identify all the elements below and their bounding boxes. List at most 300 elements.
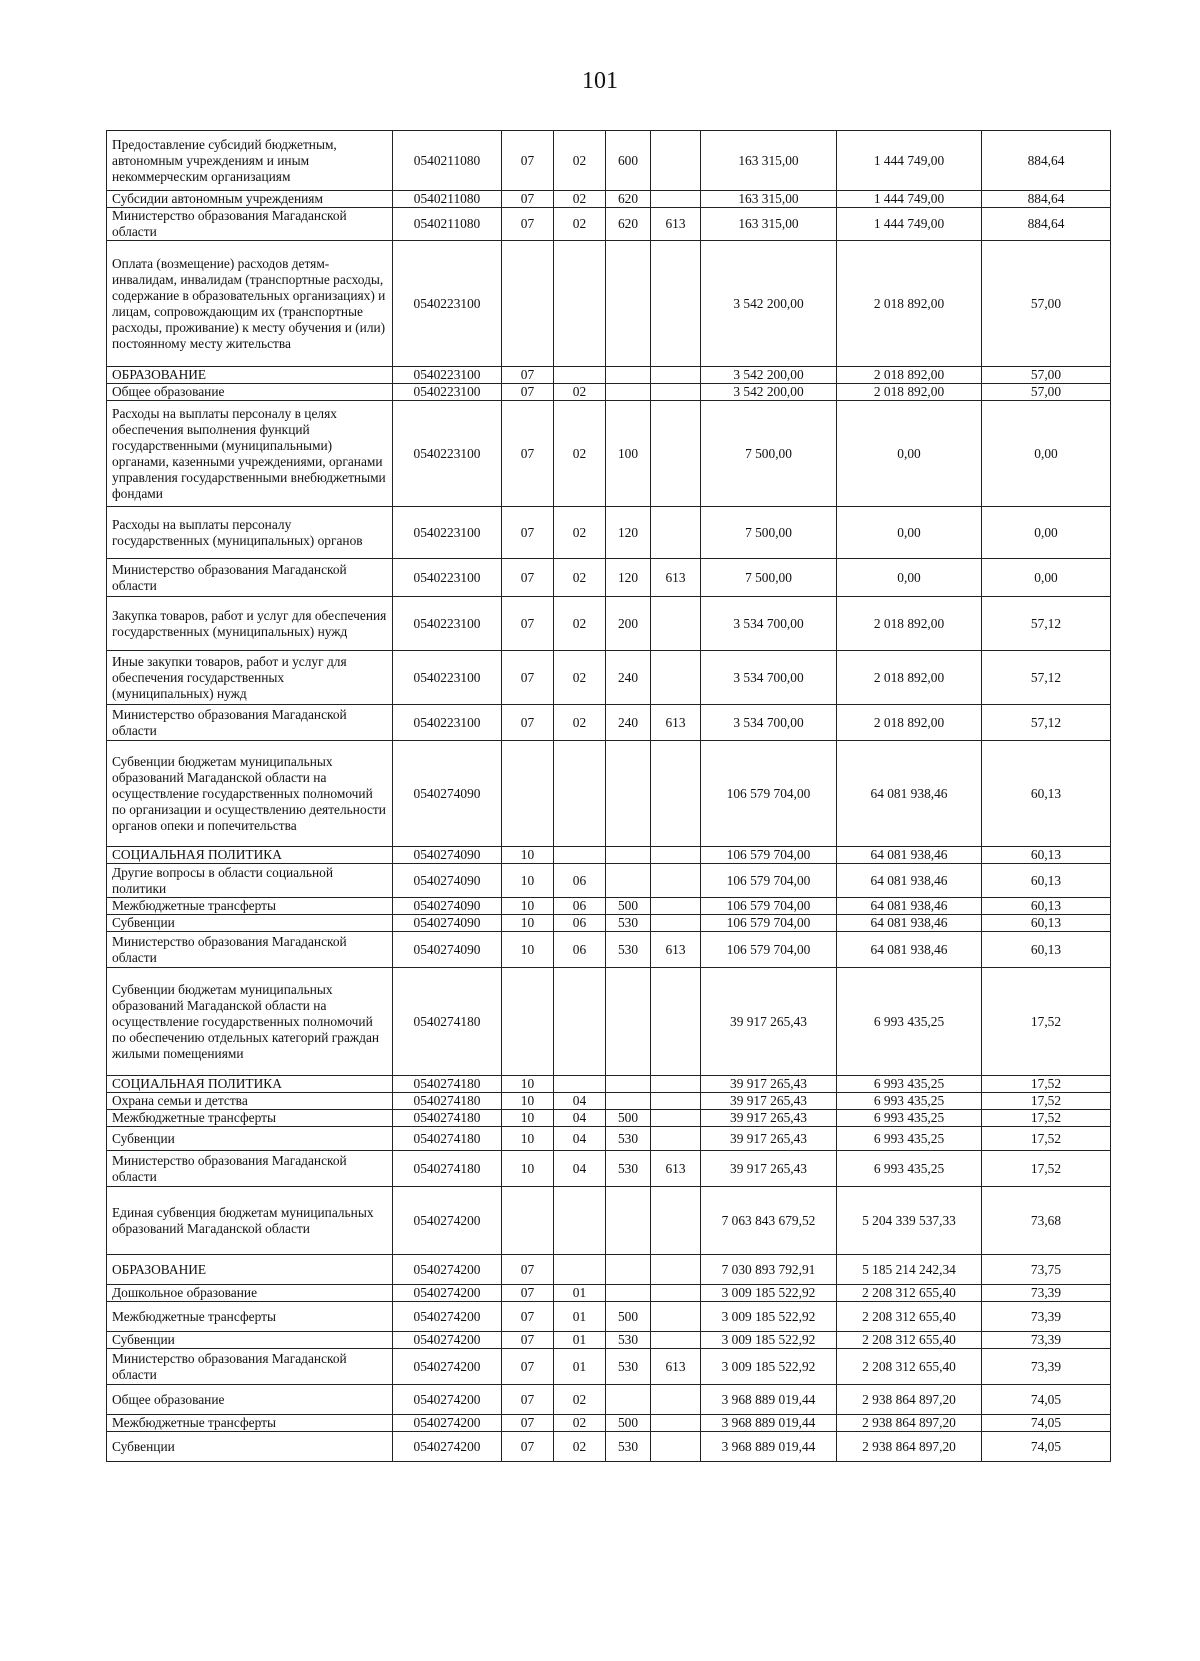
- table-row: [107, 241, 1111, 367]
- row-pr: 02: [554, 597, 606, 651]
- row-pct: 0,00: [982, 507, 1111, 559]
- row-code: 0540274200: [393, 1349, 502, 1385]
- row-grbs: [651, 597, 701, 651]
- row-name: Субсидии автономным учреждениям: [107, 191, 393, 208]
- table-row: [107, 1255, 1111, 1285]
- row-rz: 07: [502, 1255, 554, 1285]
- row-name: Субвенции бюджетам муниципальных образований Магаданской области на осуществление государственных полномочий по организации и осуществлению деятельности органов опеки и попечительства: [107, 741, 393, 847]
- row-code: 0540223100: [393, 241, 502, 367]
- row-name: Общее образование: [107, 384, 393, 401]
- row-plan: 163 315,00: [701, 208, 837, 241]
- row-grbs: [651, 384, 701, 401]
- row-fact: 1 444 749,00: [837, 191, 982, 208]
- row-vr: 500: [606, 1302, 651, 1332]
- table-row: [107, 968, 1111, 1076]
- row-rz: 07: [502, 1332, 554, 1349]
- row-pct: 73,68: [982, 1187, 1111, 1255]
- row-pr: 01: [554, 1302, 606, 1332]
- row-name: Министерство образования Магаданской области: [107, 1349, 393, 1385]
- row-vr: [606, 741, 651, 847]
- row-pct: 17,52: [982, 968, 1111, 1076]
- row-pr: 06: [554, 932, 606, 968]
- row-name: Оплата (возмещение) расходов детям-инвалидам, инвалидам (транспортные расходы, содержание в образовательных организациях) и лицам, сопровождающим их (транспортные расходы, проживание) к месту обучения и (или) постоянному месту жительства: [107, 241, 393, 367]
- row-pr: 04: [554, 1093, 606, 1110]
- row-name: Предоставление субсидий бюджетным, автономным учреждениям и иным некоммерческим организациям: [107, 131, 393, 191]
- row-vr: 530: [606, 915, 651, 932]
- row-pr: 02: [554, 191, 606, 208]
- row-pr: 02: [554, 507, 606, 559]
- table-row: [107, 932, 1111, 968]
- row-pct: 74,05: [982, 1385, 1111, 1415]
- row-code: 0540223100: [393, 559, 502, 597]
- table-row: [107, 1187, 1111, 1255]
- row-plan: 163 315,00: [701, 191, 837, 208]
- table-row: [107, 915, 1111, 932]
- row-rz: 07: [502, 507, 554, 559]
- row-vr: 620: [606, 208, 651, 241]
- row-pct: 57,12: [982, 705, 1111, 741]
- row-rz: [502, 741, 554, 847]
- row-rz: 07: [502, 208, 554, 241]
- row-code: 0540274180: [393, 968, 502, 1076]
- row-pct: 60,13: [982, 864, 1111, 898]
- row-rz: [502, 1187, 554, 1255]
- row-code: 0540274180: [393, 1151, 502, 1187]
- row-code: 0540274200: [393, 1415, 502, 1432]
- row-plan: 106 579 704,00: [701, 932, 837, 968]
- row-grbs: [651, 1093, 701, 1110]
- row-rz: 07: [502, 651, 554, 705]
- row-vr: [606, 968, 651, 1076]
- table-row: [107, 507, 1111, 559]
- row-fact: 2 938 864 897,20: [837, 1385, 982, 1415]
- row-code: 0540223100: [393, 367, 502, 384]
- row-pct: 60,13: [982, 932, 1111, 968]
- row-plan: 7 500,00: [701, 507, 837, 559]
- row-name: Закупка товаров, работ и услуг для обеспечения государственных (муниципальных) нужд: [107, 597, 393, 651]
- row-fact: 2 018 892,00: [837, 367, 982, 384]
- row-fact: 64 081 938,46: [837, 864, 982, 898]
- row-plan: 106 579 704,00: [701, 915, 837, 932]
- row-grbs: 613: [651, 208, 701, 241]
- table-row: [107, 741, 1111, 847]
- row-pr: [554, 241, 606, 367]
- table-row: [107, 1110, 1111, 1127]
- row-pr: [554, 1076, 606, 1093]
- row-code: 0540274200: [393, 1432, 502, 1462]
- page-number: 101: [582, 68, 618, 94]
- row-name: Дошкольное образование: [107, 1285, 393, 1302]
- row-grbs: 613: [651, 559, 701, 597]
- row-code: 0540223100: [393, 507, 502, 559]
- row-code: 0540274090: [393, 864, 502, 898]
- row-rz: 10: [502, 1076, 554, 1093]
- row-fact: 2 018 892,00: [837, 241, 982, 367]
- row-grbs: [651, 241, 701, 367]
- row-code: 0540211080: [393, 208, 502, 241]
- row-pr: 01: [554, 1349, 606, 1385]
- row-pct: 57,00: [982, 384, 1111, 401]
- row-name: Единая субвенция бюджетам муниципальных образований Магаданской области: [107, 1187, 393, 1255]
- table-row: [107, 1332, 1111, 1349]
- row-name: Субвенции: [107, 915, 393, 932]
- row-fact: 0,00: [837, 507, 982, 559]
- row-fact: 2 938 864 897,20: [837, 1432, 982, 1462]
- row-name: ОБРАЗОВАНИЕ: [107, 367, 393, 384]
- table-row: [107, 131, 1111, 191]
- row-pct: 74,05: [982, 1432, 1111, 1462]
- row-plan: 39 917 265,43: [701, 1076, 837, 1093]
- row-plan: 106 579 704,00: [701, 864, 837, 898]
- row-code: 0540274200: [393, 1302, 502, 1332]
- row-code: 0540274180: [393, 1110, 502, 1127]
- row-plan: 7 063 843 679,52: [701, 1187, 837, 1255]
- row-fact: 2 208 312 655,40: [837, 1285, 982, 1302]
- row-grbs: [651, 915, 701, 932]
- row-pr: 02: [554, 1432, 606, 1462]
- row-vr: [606, 1285, 651, 1302]
- row-pr: [554, 1187, 606, 1255]
- table-row: [107, 898, 1111, 915]
- row-plan: 3 968 889 019,44: [701, 1415, 837, 1432]
- table-row: [107, 864, 1111, 898]
- table-row: [107, 651, 1111, 705]
- row-vr: 120: [606, 507, 651, 559]
- row-rz: 07: [502, 1285, 554, 1302]
- row-plan: 7 030 893 792,91: [701, 1255, 837, 1285]
- row-vr: 200: [606, 597, 651, 651]
- row-grbs: [651, 1332, 701, 1349]
- table-row: [107, 1151, 1111, 1187]
- row-fact: 64 081 938,46: [837, 915, 982, 932]
- table-row: [107, 559, 1111, 597]
- row-pct: 73,39: [982, 1302, 1111, 1332]
- row-vr: [606, 241, 651, 367]
- row-rz: 07: [502, 131, 554, 191]
- row-pct: 60,13: [982, 741, 1111, 847]
- row-rz: 07: [502, 401, 554, 507]
- row-fact: 1 444 749,00: [837, 131, 982, 191]
- row-grbs: [651, 401, 701, 507]
- row-name: Межбюджетные трансферты: [107, 1302, 393, 1332]
- row-vr: 600: [606, 131, 651, 191]
- row-code: 0540274090: [393, 915, 502, 932]
- row-vr: 530: [606, 1151, 651, 1187]
- row-vr: 100: [606, 401, 651, 507]
- row-grbs: [651, 741, 701, 847]
- row-vr: [606, 1187, 651, 1255]
- row-pct: 0,00: [982, 401, 1111, 507]
- row-fact: 64 081 938,46: [837, 847, 982, 864]
- row-vr: [606, 1385, 651, 1415]
- row-pr: [554, 367, 606, 384]
- row-grbs: [651, 651, 701, 705]
- row-pr: 06: [554, 864, 606, 898]
- row-pct: 0,00: [982, 559, 1111, 597]
- row-grbs: [651, 864, 701, 898]
- row-code: 0540274200: [393, 1385, 502, 1415]
- row-rz: 07: [502, 1415, 554, 1432]
- row-pr: 02: [554, 705, 606, 741]
- row-pr: 04: [554, 1110, 606, 1127]
- row-name: Расходы на выплаты персоналу в целях обеспечения выполнения функций государственными (муниципальными) органами, казенными учреждениями, органами управления государственными внебюджетными фондами: [107, 401, 393, 507]
- row-code: 0540274200: [393, 1187, 502, 1255]
- row-rz: 07: [502, 1432, 554, 1462]
- row-vr: 530: [606, 1349, 651, 1385]
- row-plan: 7 500,00: [701, 401, 837, 507]
- row-vr: 530: [606, 1332, 651, 1349]
- row-grbs: [651, 1110, 701, 1127]
- row-pct: 57,00: [982, 367, 1111, 384]
- row-vr: 530: [606, 932, 651, 968]
- row-plan: 3 534 700,00: [701, 597, 837, 651]
- row-pr: 02: [554, 651, 606, 705]
- table-row: [107, 705, 1111, 741]
- row-name: Межбюджетные трансферты: [107, 898, 393, 915]
- row-name: ОБРАЗОВАНИЕ: [107, 1255, 393, 1285]
- row-vr: [606, 847, 651, 864]
- row-pr: 06: [554, 898, 606, 915]
- row-plan: 3 542 200,00: [701, 367, 837, 384]
- row-pr: 02: [554, 1415, 606, 1432]
- row-code: 0540274200: [393, 1255, 502, 1285]
- row-pr: 06: [554, 915, 606, 932]
- row-pr: [554, 1255, 606, 1285]
- row-rz: 07: [502, 1349, 554, 1385]
- row-rz: 07: [502, 191, 554, 208]
- row-pr: 04: [554, 1151, 606, 1187]
- row-pct: 60,13: [982, 898, 1111, 915]
- row-name: Субвенции: [107, 1127, 393, 1151]
- row-plan: 39 917 265,43: [701, 968, 837, 1076]
- row-name: Межбюджетные трансферты: [107, 1415, 393, 1432]
- row-plan: 3 534 700,00: [701, 705, 837, 741]
- row-name: Общее образование: [107, 1385, 393, 1415]
- row-pr: 02: [554, 559, 606, 597]
- row-pct: 73,39: [982, 1349, 1111, 1385]
- row-fact: 64 081 938,46: [837, 898, 982, 915]
- row-grbs: [651, 968, 701, 1076]
- table-row: [107, 191, 1111, 208]
- row-code: 0540223100: [393, 401, 502, 507]
- row-code: 0540274090: [393, 847, 502, 864]
- row-vr: 500: [606, 1415, 651, 1432]
- row-rz: 10: [502, 898, 554, 915]
- row-pct: 60,13: [982, 847, 1111, 864]
- row-fact: 6 993 435,25: [837, 1093, 982, 1110]
- row-name: Другие вопросы в области социальной политики: [107, 864, 393, 898]
- row-grbs: [651, 507, 701, 559]
- row-fact: 0,00: [837, 559, 982, 597]
- row-pr: 02: [554, 131, 606, 191]
- row-name: Субвенции бюджетам муниципальных образований Магаданской области на осуществление государственных полномочий по обеспечению отдельных категорий граждан жилыми помещениями: [107, 968, 393, 1076]
- row-code: 0540274180: [393, 1093, 502, 1110]
- row-rz: 10: [502, 847, 554, 864]
- row-grbs: [651, 1385, 701, 1415]
- row-pct: 17,52: [982, 1076, 1111, 1093]
- row-grbs: 613: [651, 705, 701, 741]
- row-code: 0540223100: [393, 705, 502, 741]
- row-rz: 07: [502, 1385, 554, 1415]
- row-vr: [606, 1093, 651, 1110]
- row-name: Министерство образования Магаданской области: [107, 932, 393, 968]
- row-plan: 106 579 704,00: [701, 898, 837, 915]
- row-grbs: [651, 1127, 701, 1151]
- row-pr: 01: [554, 1285, 606, 1302]
- row-code: 0540223100: [393, 597, 502, 651]
- row-rz: [502, 968, 554, 1076]
- table-row: [107, 847, 1111, 864]
- table-row: [107, 1076, 1111, 1093]
- table-body: [107, 131, 1111, 1462]
- row-grbs: [651, 1285, 701, 1302]
- row-fact: 6 993 435,25: [837, 1076, 982, 1093]
- table-row: [107, 401, 1111, 507]
- row-name: Межбюджетные трансферты: [107, 1110, 393, 1127]
- row-rz: 10: [502, 864, 554, 898]
- row-grbs: 613: [651, 1349, 701, 1385]
- table-row: [107, 1432, 1111, 1462]
- table-row: [107, 1415, 1111, 1432]
- row-vr: 500: [606, 898, 651, 915]
- row-pct: 57,00: [982, 241, 1111, 367]
- row-code: 0540274180: [393, 1127, 502, 1151]
- row-name: Субвенции: [107, 1432, 393, 1462]
- budget-table: [106, 130, 1111, 1462]
- row-rz: 07: [502, 367, 554, 384]
- row-pct: 884,64: [982, 191, 1111, 208]
- row-grbs: 613: [651, 1151, 701, 1187]
- row-code: 0540274200: [393, 1285, 502, 1302]
- row-fact: 5 185 214 242,34: [837, 1255, 982, 1285]
- row-plan: 3 968 889 019,44: [701, 1385, 837, 1415]
- row-fact: 2 018 892,00: [837, 651, 982, 705]
- row-pct: 74,05: [982, 1415, 1111, 1432]
- row-code: 0540274090: [393, 741, 502, 847]
- row-grbs: [651, 847, 701, 864]
- row-vr: [606, 1255, 651, 1285]
- row-fact: 64 081 938,46: [837, 932, 982, 968]
- row-rz: 10: [502, 1110, 554, 1127]
- table-row: [107, 597, 1111, 651]
- row-plan: 3 009 185 522,92: [701, 1349, 837, 1385]
- row-pct: 73,75: [982, 1255, 1111, 1285]
- row-plan: 3 542 200,00: [701, 384, 837, 401]
- table-row: [107, 367, 1111, 384]
- row-fact: 1 444 749,00: [837, 208, 982, 241]
- row-name: СОЦИАЛЬНАЯ ПОЛИТИКА: [107, 1076, 393, 1093]
- row-name: Министерство образования Магаданской области: [107, 559, 393, 597]
- row-fact: 6 993 435,25: [837, 1110, 982, 1127]
- row-code: 0540274200: [393, 1332, 502, 1349]
- row-fact: 2 018 892,00: [837, 384, 982, 401]
- row-pct: 73,39: [982, 1332, 1111, 1349]
- row-plan: 3 542 200,00: [701, 241, 837, 367]
- row-vr: [606, 367, 651, 384]
- row-grbs: [651, 1076, 701, 1093]
- row-fact: 6 993 435,25: [837, 1127, 982, 1151]
- row-grbs: [651, 1302, 701, 1332]
- row-plan: 3 968 889 019,44: [701, 1432, 837, 1462]
- row-grbs: [651, 131, 701, 191]
- row-grbs: [651, 898, 701, 915]
- row-grbs: [651, 1187, 701, 1255]
- row-pr: [554, 847, 606, 864]
- row-fact: 2 208 312 655,40: [837, 1302, 982, 1332]
- row-pct: 73,39: [982, 1285, 1111, 1302]
- row-vr: 530: [606, 1127, 651, 1151]
- row-vr: 240: [606, 651, 651, 705]
- row-plan: 106 579 704,00: [701, 741, 837, 847]
- row-name: СОЦИАЛЬНАЯ ПОЛИТИКА: [107, 847, 393, 864]
- row-plan: 3 009 185 522,92: [701, 1302, 837, 1332]
- row-code: 0540211080: [393, 191, 502, 208]
- row-fact: 6 993 435,25: [837, 968, 982, 1076]
- row-rz: 07: [502, 1302, 554, 1332]
- row-fact: 6 993 435,25: [837, 1151, 982, 1187]
- row-pct: 884,64: [982, 208, 1111, 241]
- row-grbs: [651, 1432, 701, 1462]
- row-grbs: [651, 1415, 701, 1432]
- row-name: Расходы на выплаты персоналу государственных (муниципальных) органов: [107, 507, 393, 559]
- row-vr: 120: [606, 559, 651, 597]
- row-plan: 39 917 265,43: [701, 1127, 837, 1151]
- row-pct: 884,64: [982, 131, 1111, 191]
- row-name: Министерство образования Магаданской области: [107, 1151, 393, 1187]
- row-plan: 39 917 265,43: [701, 1110, 837, 1127]
- row-pr: [554, 968, 606, 1076]
- row-code: 0540274180: [393, 1076, 502, 1093]
- row-pr: [554, 741, 606, 847]
- row-name: Субвенции: [107, 1332, 393, 1349]
- table-row: [107, 1127, 1111, 1151]
- row-vr: 530: [606, 1432, 651, 1462]
- row-pct: 17,52: [982, 1110, 1111, 1127]
- row-code: 0540223100: [393, 651, 502, 705]
- row-vr: 620: [606, 191, 651, 208]
- row-rz: [502, 241, 554, 367]
- row-pct: 57,12: [982, 651, 1111, 705]
- row-plan: 3 534 700,00: [701, 651, 837, 705]
- row-grbs: [651, 191, 701, 208]
- row-code: 0540223100: [393, 384, 502, 401]
- row-pr: 01: [554, 1332, 606, 1349]
- row-fact: 2 208 312 655,40: [837, 1349, 982, 1385]
- row-fact: 2 018 892,00: [837, 597, 982, 651]
- row-fact: 0,00: [837, 401, 982, 507]
- row-rz: 07: [502, 559, 554, 597]
- row-rz: 07: [502, 597, 554, 651]
- table-row: [107, 208, 1111, 241]
- row-vr: [606, 864, 651, 898]
- row-grbs: 613: [651, 932, 701, 968]
- row-pr: 02: [554, 208, 606, 241]
- row-rz: 10: [502, 915, 554, 932]
- row-code: 0540274090: [393, 932, 502, 968]
- row-name: Министерство образования Магаданской области: [107, 208, 393, 241]
- row-rz: 10: [502, 1127, 554, 1151]
- row-fact: 2 018 892,00: [837, 705, 982, 741]
- row-pr: 02: [554, 1385, 606, 1415]
- row-pct: 60,13: [982, 915, 1111, 932]
- row-grbs: [651, 367, 701, 384]
- row-name: Министерство образования Магаданской области: [107, 705, 393, 741]
- row-plan: 163 315,00: [701, 131, 837, 191]
- table-row: [107, 1385, 1111, 1415]
- row-plan: 7 500,00: [701, 559, 837, 597]
- row-pct: 57,12: [982, 597, 1111, 651]
- row-vr: 240: [606, 705, 651, 741]
